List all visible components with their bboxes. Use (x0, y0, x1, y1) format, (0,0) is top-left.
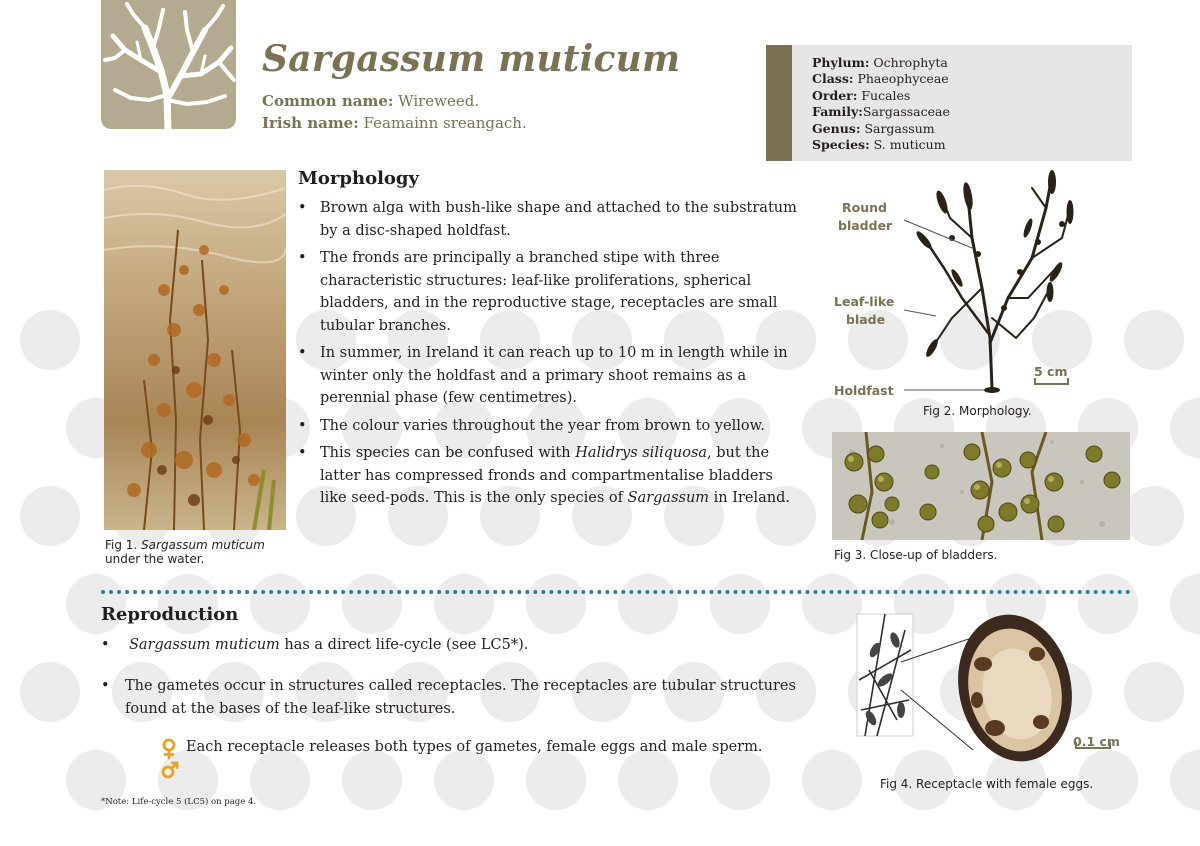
background-dot (618, 574, 678, 634)
scale-5cm: 5 cm (1034, 364, 1068, 379)
species-names (262, 90, 527, 134)
fig1-caption: Fig 1. Sargassum muticum under the water. (105, 538, 265, 566)
species-title: Sargassum muticum (262, 38, 681, 80)
list-item: • The colour varies throughout the year from brown to yellow. (298, 415, 803, 438)
background-dot (618, 750, 678, 810)
list-item: • Sargassum muticum has a direct life-cycle (see LC5*). (101, 634, 801, 657)
morphology-list (298, 197, 803, 515)
fig3-caption: Fig 3. Close-up of bladders. (834, 548, 998, 562)
background-dot (1124, 486, 1184, 546)
label-round-bladder-2: bladder (838, 218, 893, 233)
background-dot (1170, 574, 1200, 634)
background-dot (1124, 310, 1184, 370)
background-dot (20, 310, 80, 370)
background-dot (342, 750, 402, 810)
taxonomy-phylum: Phylum: Ochrophyta (812, 55, 948, 70)
fig4-caption: Fig 4. Receptacle with female eggs. (880, 777, 1094, 791)
background-dot (434, 574, 494, 634)
common-name: Wireweed. (393, 92, 480, 110)
background-dot (250, 750, 310, 810)
irish-name-label: Irish name: (262, 114, 359, 132)
taxonomy-class: Class: Phaeophyceae (812, 71, 949, 87)
fig1-underwater-photo (104, 170, 286, 530)
seaweed-logo (101, 0, 236, 129)
background-dot (342, 574, 402, 634)
background-dot (250, 574, 310, 634)
label-leaf-blade-2: blade (846, 312, 886, 327)
gametes-text: Each receptacle releases both types of gametes, female eggs and male sperm. (186, 739, 763, 755)
taxonomy-family: Family:Sargassaceae (812, 104, 950, 120)
taxonomy-box (766, 45, 1132, 161)
reproduction-list-2 (101, 675, 801, 725)
reproduction-heading: Reproduction (101, 604, 239, 625)
label-holdfast: Holdfast (834, 383, 894, 398)
background-dot (434, 750, 494, 810)
background-dot (710, 750, 770, 810)
background-dot (526, 750, 586, 810)
fig4-receptacle-image (855, 610, 1132, 775)
gametes-text-block (160, 736, 826, 759)
background-dot (710, 574, 770, 634)
label-leaf-blade-1: Leaf-like (834, 294, 895, 309)
irish-name: Feamainn sreangach. (358, 114, 527, 132)
taxonomy-accent-bar (766, 45, 792, 161)
reproduction-list-1 (101, 634, 801, 662)
taxonomy-species: Species: S. muticum (812, 137, 946, 153)
background-dot (526, 574, 586, 634)
background-dot (802, 574, 862, 634)
section-divider (101, 590, 1131, 594)
list-item: • The gametes occur in structures called receptacles. The receptacles are tubular structures found at the bases of the leaf-like structures. (101, 675, 801, 720)
label-round-bladder-1: Round (842, 200, 887, 215)
background-dot (802, 750, 862, 810)
taxonomy-list (812, 55, 950, 153)
fig3-bladders-photo (832, 432, 1130, 540)
background-dot (1124, 662, 1184, 722)
fig2-morphology-diagram (832, 168, 1132, 400)
taxonomy-order: Order: Fucales (812, 87, 911, 103)
background-dot (20, 486, 80, 546)
footnote: *Note: Life-cycle 5 (LC5) on page 4. (101, 797, 257, 807)
taxonomy-genus: Genus: Sargassum (812, 120, 935, 136)
scale-0-1cm: 0.1 cm (1073, 734, 1120, 749)
female-male-icon (160, 738, 180, 782)
list-item: • The fronds are principally a branched stipe with three characteristic structures: leaf-like proliferations, spherical bladders, and in the reproductive stage, receptacles are small tubular branches. (298, 247, 803, 337)
morphology-heading: Morphology (298, 168, 419, 189)
common-name-label: Common name: (262, 92, 394, 110)
list-item: • This species can be confused with Halidrys siliquosa, but the latter has compressed fronds and compartmentalise bladders like seed-pods. This is the only species of Sargassum in Ireland. (298, 442, 803, 510)
list-item: • Brown alga with bush-like shape and attached to the substratum by a disc-shaped holdfast. (298, 197, 803, 242)
fig2-caption: Fig 2. Morphology. (923, 404, 1032, 418)
list-item: • In summer, in Ireland it can reach up to 10 m in length while in winter only the holdfast and a primary shoot remains as a perennial phase (few centimetres). (298, 342, 803, 410)
background-dot (20, 662, 80, 722)
background-dot (1170, 398, 1200, 458)
background-dot (1170, 750, 1200, 810)
